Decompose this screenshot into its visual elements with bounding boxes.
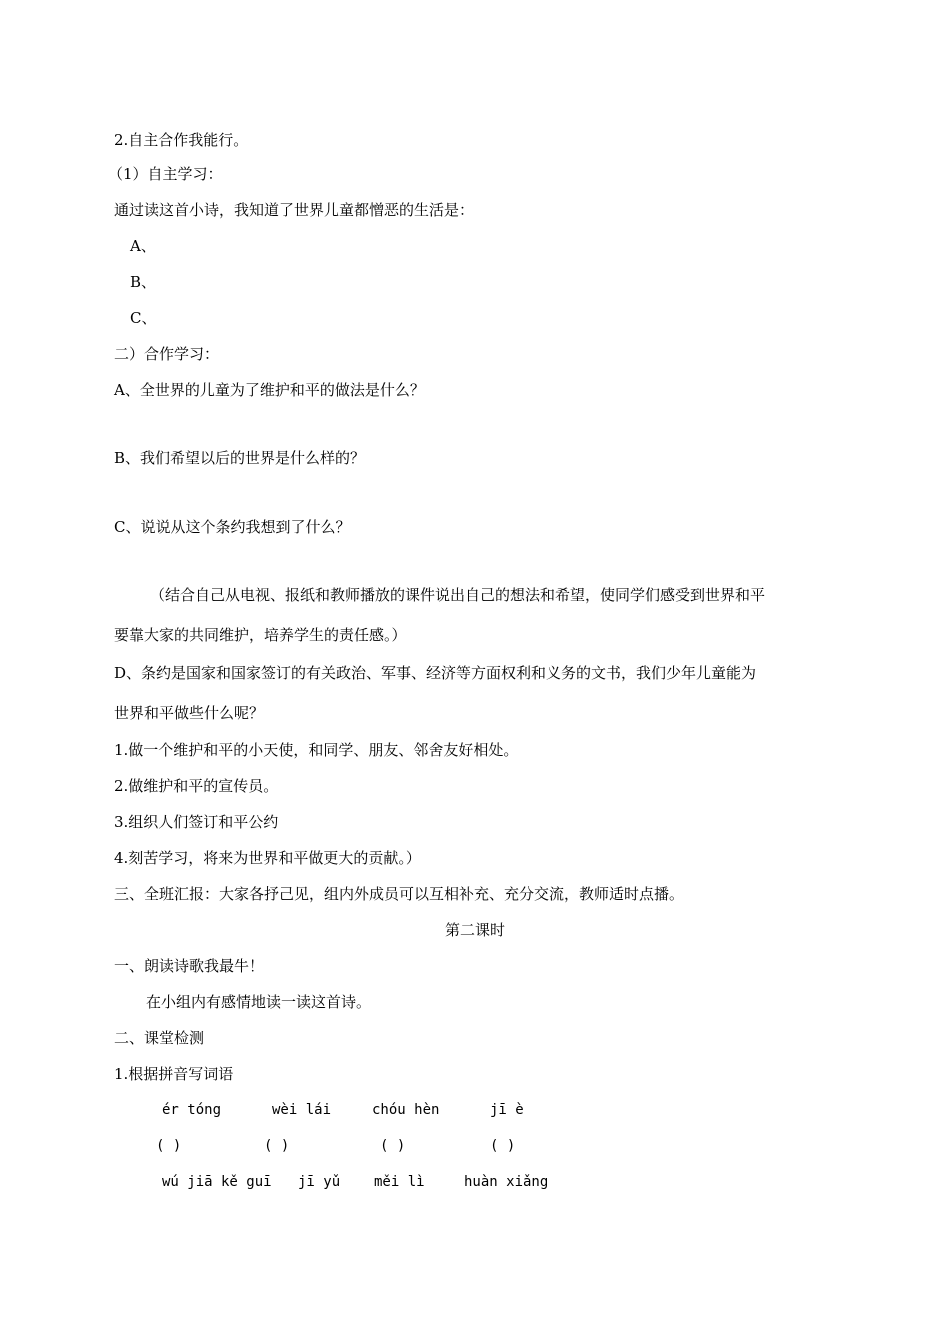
lesson-title: 第二课时 xyxy=(444,921,505,939)
answer-blank: ( ) xyxy=(156,1138,182,1154)
part-quiz-heading: 二、课堂检测 xyxy=(114,1029,205,1047)
answer-option-b: B、 xyxy=(130,273,157,291)
answer-item-3: 3.组织人们签订和平公约 xyxy=(114,813,279,831)
pinyin-word: jī yǔ xyxy=(298,1174,341,1190)
question-b: B、我们希望以后的世界是什么样的？ xyxy=(114,449,366,467)
answer-blank: ( ) xyxy=(380,1138,406,1154)
answer-item-4: 4.刻苦学习，将来为世界和平做更大的贡献。） xyxy=(114,849,421,867)
class-report: 三、全班汇报：大家各抒己见，组内外成员可以互相补充、充分交流，教师适时点播。 xyxy=(114,885,685,903)
pinyin-word: wú jiā kě guī xyxy=(162,1174,272,1190)
task-pinyin-heading: 1.根据拼音写词语 xyxy=(114,1065,234,1083)
answer-blank: ( ) xyxy=(264,1138,290,1154)
subsection-self-study: （1）自主学习： xyxy=(108,165,223,183)
part-reading-text: 在小组内有感情地读一读这首诗。 xyxy=(146,993,372,1011)
question-d-line-1: D、条约是国家和国家签订的有关政治、军事、经济等方面权利和义务的文书，我们少年儿童能为 xyxy=(114,664,757,682)
answer-item-2: 2.做维护和平的宣传员。 xyxy=(114,777,279,795)
question-a: A、全世界的儿童为了维护和平的做法是什么？ xyxy=(114,381,425,399)
question-d-line-2: 世界和平做些什么呢？ xyxy=(114,704,265,722)
answer-item-1: 1.做一个维护和平的小天使，和同学、朋友、邻舍友好相处。 xyxy=(114,741,519,759)
part-reading-heading: 一、朗读诗歌我最牛！ xyxy=(114,957,265,975)
pinyin-word: huàn xiǎng xyxy=(464,1174,549,1190)
answer-option-c: C、 xyxy=(130,309,157,327)
subsection-cooperative-study: 二）合作学习： xyxy=(114,345,220,363)
answer-option-a: A、 xyxy=(130,237,156,255)
self-study-prompt: 通过读这首小诗，我知道了世界儿童都憎恶的生活是： xyxy=(114,201,475,219)
answer-blank: ( ) xyxy=(490,1138,516,1154)
pinyin-word: jī è xyxy=(490,1102,524,1118)
pinyin-word: měi lì xyxy=(374,1174,425,1190)
question-c: C、说说从这个条约我想到了什么？ xyxy=(114,518,351,536)
teaching-note-line-2: 要靠大家的共同维护，培养学生的责任感。） xyxy=(114,626,407,644)
teaching-note-line-1: （结合自己从电视、报纸和教师播放的课件说出自己的想法和希望，使同学们感受到世界和平 xyxy=(150,586,766,604)
pinyin-word: wèi lái xyxy=(272,1102,332,1118)
pinyin-word: ér tóng xyxy=(162,1102,222,1118)
section-heading: 2.自主合作我能行。 xyxy=(114,131,249,149)
pinyin-word: chóu hèn xyxy=(372,1102,440,1118)
